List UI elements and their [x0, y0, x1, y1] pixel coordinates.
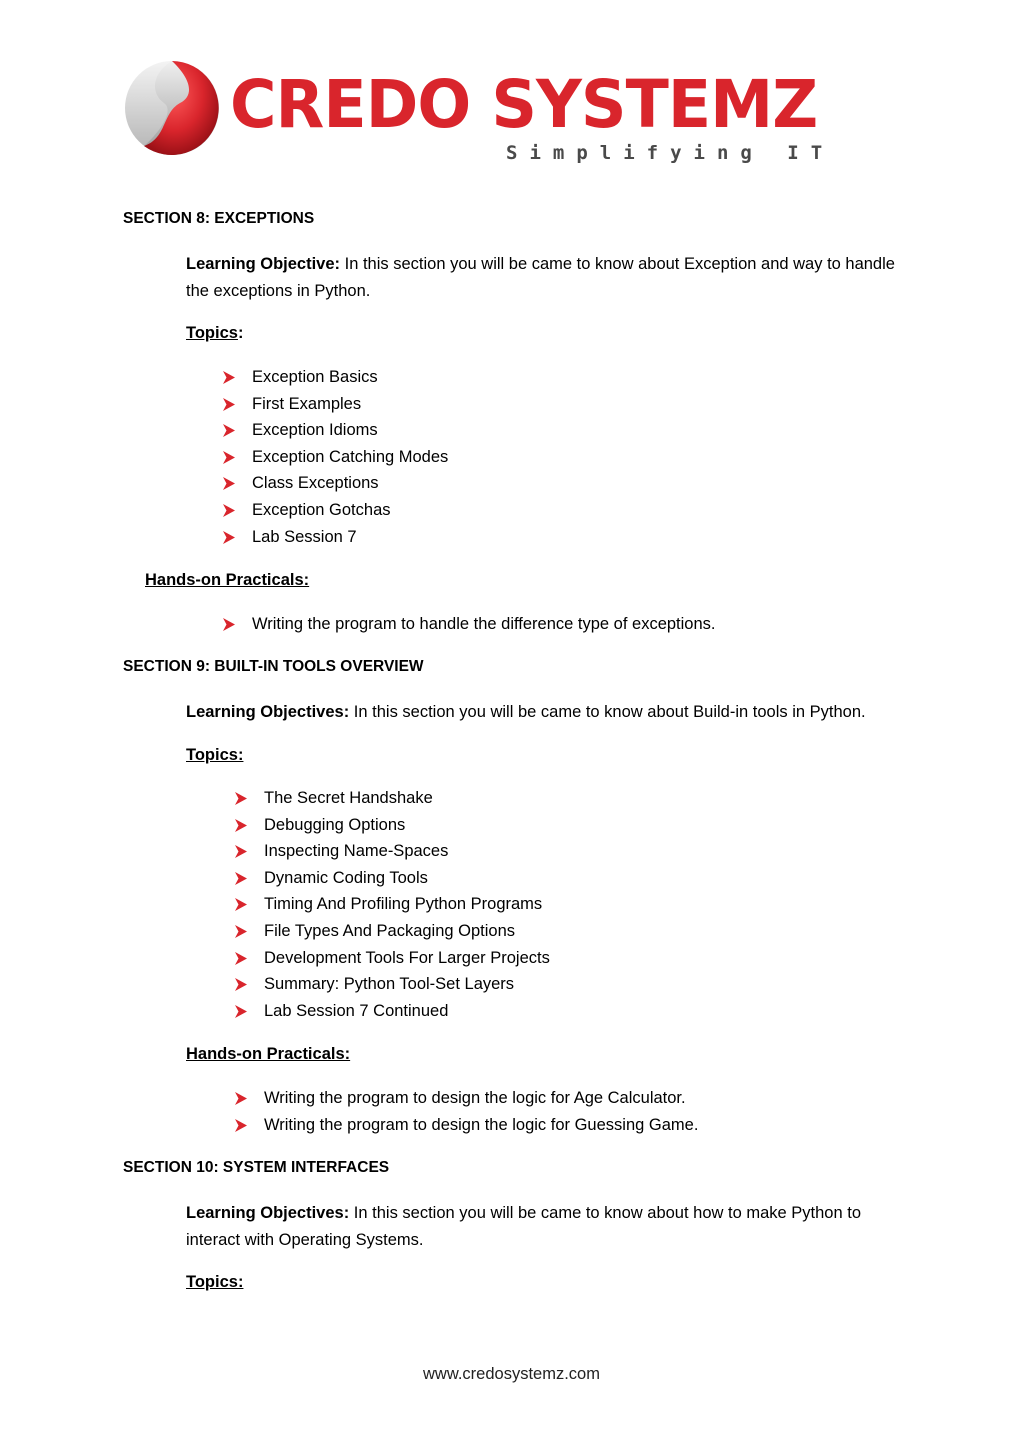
section-8-practicals-heading: [145, 571, 309, 590]
list-item-text: The Secret Handshake: [264, 789, 433, 807]
list-item: [264, 891, 550, 918]
arrow-bullet-icon: [234, 845, 247, 858]
section-9-objective: [186, 699, 906, 726]
list-item-text: Lab Session 7 Continued: [264, 1001, 449, 1020]
list-item: [264, 865, 550, 892]
arrow-bullet-icon: [222, 371, 235, 384]
section-9-topic-list: [264, 785, 550, 1024]
list-item-text: Writing the program to design the logic for Guessing Game.: [264, 1115, 699, 1134]
arrow-bullet-icon: [222, 504, 235, 517]
list-item: [252, 444, 448, 471]
arrow-bullet-icon: [234, 925, 247, 938]
list-item-text: Exception Catching Modes: [252, 447, 449, 466]
objective-label: Learning Objectives:: [186, 1204, 350, 1222]
list-item: [252, 524, 448, 551]
arrow-bullet-icon: [234, 978, 247, 991]
section-9-title: SECTION 9: BUILT-IN TOOLS OVERVIEW: [123, 658, 424, 675]
list-item: [264, 785, 550, 812]
section-9-practicals-heading: [186, 1045, 350, 1064]
objective-text: In this section you will be came to know about Build-in tools in Python.: [349, 703, 866, 721]
list-item-text: Debugging Options: [264, 815, 406, 834]
arrow-bullet-icon: [234, 792, 247, 805]
arrow-bullet-icon: [234, 1092, 247, 1105]
list-item: [252, 417, 448, 444]
list-item-text: Exception Gotchas: [252, 500, 391, 519]
list-item: [252, 497, 448, 524]
list-item: [264, 1112, 698, 1139]
arrow-bullet-icon: [234, 819, 247, 832]
list-item-text: Dynamic Coding Tools: [264, 868, 428, 887]
arrow-bullet-icon: [234, 872, 247, 885]
arrow-bullet-icon: [222, 451, 235, 464]
list-item: [264, 812, 550, 839]
topics-label: Topics: [186, 324, 238, 342]
list-item: [264, 998, 550, 1025]
arrow-bullet-icon: [222, 398, 235, 411]
arrow-bullet-icon: [234, 1005, 247, 1018]
objective-text: In this section you will be came to know about how to make Python to interact with Operating Systems.: [186, 1204, 861, 1249]
logo-tagline: Simplifying IT: [506, 142, 835, 164]
list-item-text: File Types And Packaging Options: [264, 921, 516, 940]
list-item: [252, 364, 448, 391]
footer-url: www.credosystemz.com: [423, 1365, 600, 1383]
list-item-text: Class Exceptions: [252, 474, 379, 493]
objective-label: Learning Objective:: [186, 255, 341, 273]
arrow-bullet-icon: [222, 424, 235, 437]
section-10-objective: [186, 1200, 906, 1254]
logo-emblem-icon: [122, 58, 222, 158]
list-item: [264, 945, 550, 972]
section-9-topics-heading: [186, 746, 243, 765]
list-item-text: Exception Idioms: [252, 421, 378, 440]
section-8-practical-list: [252, 611, 716, 638]
arrow-bullet-icon: [222, 477, 235, 490]
topics-colon: :: [237, 324, 244, 342]
logo-name: CREDO SYSTEMZ: [230, 66, 818, 143]
list-item-text: Timing And Profiling Python Programs: [264, 895, 543, 914]
section-8-title: SECTION 8: EXCEPTIONS: [123, 210, 315, 227]
list-item-text: Writing the program to handle the difference type of exceptions.: [252, 615, 716, 633]
list-item-text: Summary: Python Tool-Set Layers: [264, 975, 515, 994]
section-10-topics-heading: [186, 1273, 243, 1292]
list-item: [252, 470, 448, 497]
section-8-objective: [186, 251, 906, 305]
practicals-label: Hands-on Practicals:: [145, 571, 310, 589]
practicals-label: Hands-on Practicals:: [186, 1045, 351, 1063]
list-item: [252, 611, 716, 638]
list-item-text: Inspecting Name-Spaces: [264, 842, 449, 861]
section-9-practical-list: [264, 1085, 698, 1138]
list-item: [264, 1085, 698, 1112]
list-item-text: Exception Basics: [252, 368, 378, 386]
list-item: [264, 918, 550, 945]
company-logo: [122, 58, 835, 168]
list-item-text: Development Tools For Larger Projects: [264, 948, 550, 967]
list-item-text: Lab Session 7: [252, 527, 357, 546]
list-item: [264, 971, 550, 998]
topics-label: Topics:: [186, 1273, 244, 1291]
objective-label: Learning Objectives:: [186, 703, 350, 721]
objective-text: In this section you will be came to know about Exception and way to handle the exceptions in Python.: [186, 255, 895, 300]
arrow-bullet-icon: [234, 952, 247, 965]
arrow-bullet-icon: [234, 898, 247, 911]
topics-label: Topics:: [186, 746, 244, 764]
section-10-title: SECTION 10: SYSTEM INTERFACES: [123, 1159, 390, 1176]
section-8-topic-list: [252, 364, 448, 550]
arrow-bullet-icon: [222, 618, 235, 631]
arrow-bullet-icon: [234, 1119, 247, 1132]
list-item: [264, 838, 550, 865]
list-item: [252, 391, 448, 418]
list-item-text: First Examples: [252, 394, 362, 413]
section-8-topics-heading: [186, 324, 243, 343]
list-item-text: Writing the program to design the logic for Age Calculator.: [264, 1089, 686, 1107]
arrow-bullet-icon: [222, 531, 235, 544]
